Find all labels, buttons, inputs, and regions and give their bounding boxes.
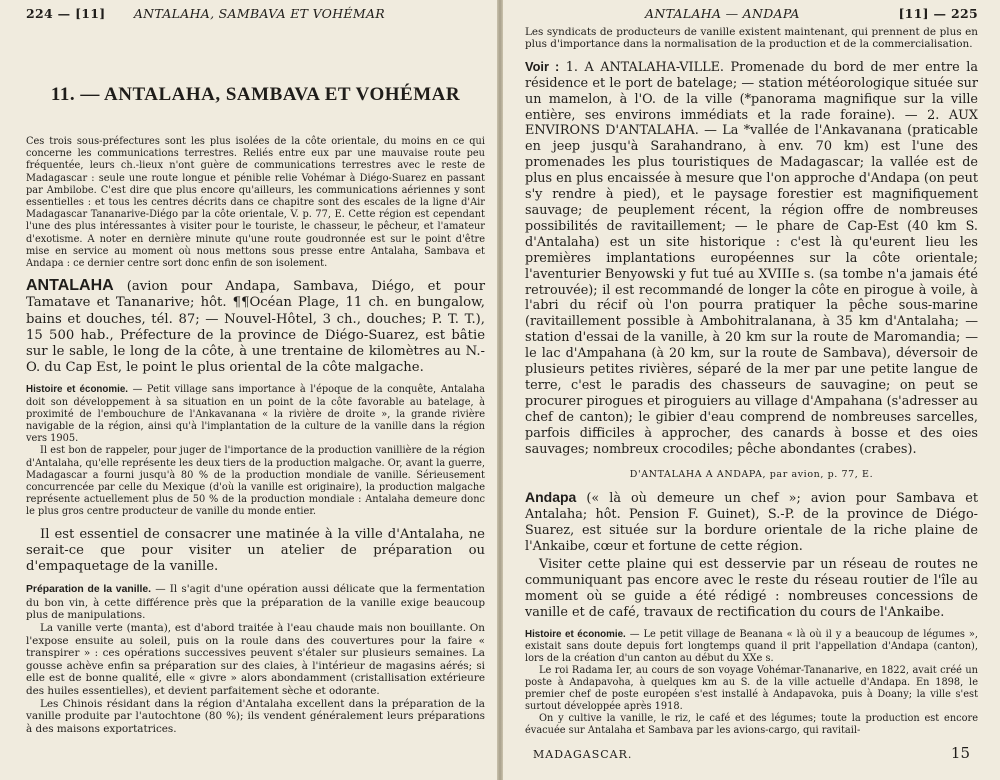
preparation-heading: Préparation de la vanille. [26,584,152,596]
preparation-paragraph [26,583,485,622]
right-running-head [525,6,978,26]
left-header-page-number: 224 — [11] [26,6,106,21]
histoire-paragraph [26,384,485,445]
preparation-text-3: Les Chinois résidant dans la région d'Antalaha excellent dans la préparation de la vanille produite par l'autochtone (80 %); ils vendent généralement leurs préparations à des maisons exportatrices. [26,697,485,735]
andapa-histoire-text-3: On y cultive la vanille, le riz, le café et des légumes; toute la production est encore évacuée sur Antalaha et Sambava par les avions-cargo, qui ravitail- [525,712,978,736]
voir-heading: Voir : [525,58,560,74]
andapa-histoire-text: — Le petit village de Beanana « là où il y a beaucoup de légumes », existait sans doute depuis fort longtemps quand il prit l'appellation d'Andapa (canton), lors de la création d'un canton au début du XXe s. [525,628,978,664]
histoire-heading: Histoire et économie. [26,384,128,396]
signature-number: 15 [950,744,970,762]
voir-paragraph [525,59,978,458]
left-page [0,0,497,780]
preparation-text-2: La vanille verte (manta), est d'abord traitée à l'eau chaude mais non bouillante. On l'expose ensuite au soleil, puis on la roule dans des couvertures pour la faire « transpirer » : ces opérations successives peuvent s'étaler sur plusieurs semaines. La gousse achève enfin sa préparation sur des claies, à l'intérieur de magasins aérés; si elle est de bonne qualité, elle « givre » alors abondamment (cristallisation extérieure des huiles essentielles), et devient parfaitement sèche et odorante. [26,622,485,698]
andapa-paragraph [525,490,978,555]
histoire-text-2: Il est bon de rappeler, pour juger de l'importance de la production vanillière de la région d'Antalaha, qu'elle représente les deux tiers de la production malgache. Or, avant la guerre, Madagascar a fourni jusqu'à 80 % de la production mondiale de vanille. Sérieusement concurrencée par celle du Mexique (d'où la vanille est originaire), la production malgache représente actuellement plus de 50 % de la production mondiale : Antalaha demeure donc le plus gros centre producteur de vanille du monde entier. [26,445,485,518]
route-reference: D'ANTALAHA A ANDAPA, par avion, p. 77, E. [629,469,874,481]
right-page-footer [533,744,970,762]
left-running-head [26,6,485,26]
right-header-title: ANTALAHA — ANDAPA [645,6,800,21]
chapter-intro: Ces trois sous-préfectures sont les plus isolées de la côte orientale, du moins en ce qui concerne les communications terrestres. Reliés entre eux par une mauvaise route peu fréquentée, leurs ch.-lieux n'ont guère de communications terrestres avec le reste de Madagascar : seule une route longue et pénible relie Vohémar à Diégo-Suarez en passant par Ambilobe. C'est dire que plus encore qu'ailleurs, les communications aériennes y sont essentielles : et tous les centres décrits dans ce chapitre sont des escales de la ligne d'Air Madagascar Tananarive-Diégo par la côte orientale, V. p. 77, E. Cette région est cependant l'une des plus intéressantes à visiter pour le touriste, le chasseur, le pêcheur, et l'amateur d'exotisme. A noter en dernière minute qu'une route goudronnée est sur le point d'être mise en service au moment où nous mettons sous presse entre Antalaha, Sambava et Andapa : ce dernier centre sort donc enfin de son isolement. [26,136,485,270]
left-header-title: ANTALAHA, SAMBAVA ET VOHÉMAR [133,6,385,21]
antalaha-description: (avion pour Andapa, Sambava, Diégo, et pour Tamatave et Tananarive; hôt. ¶¶Océan Plage, 11 ch. en bungalow, bains et douches, tél. 87; — Nouvel-Hôtel, 3 ch., douches; P. T. T.), 15 500 hab., Préfecture de la province de Diégo-Suarez, est bâtie sur le sable, le long de la côte, à une trentaine de kilomètres au N.-O. du Cap Est, le point le plus oriental de la côte malgache. [26,279,485,376]
andapa-description: (« là où demeure un chef »; avion pour Sambava et Antalaha; hôt. Pension F. Guinet), S.-P. de la province de Diégo-Suarez, est située sur la bordure orientale de la riche plaine de l'Ankaibe, cœur et fortune de cette région. [525,491,978,555]
voir-text: 1. A ANTALAHA-VILLE. Promenade du bord de mer entre la résidence et le port de batelage; — station météorologique située sur un mamelon, à l'O. de la ville (*panorama magnifique sur la ville entière, ses environs immédiats et la rade foraine). — 2. AUX ENVIRONS D'ANTALAHA. — La *vallée de l'Ankavanana (praticable en jeep jusqu'à Sarahandrano, à env. 70 km) est l'une des promenades les plus touristiques de Madagascar; la vallée est de plus en plus encaissée à mesure que l'on approche d'Andapa (on peut s'y rendre à pied), et le paysage forestier est magnifiquement sauvage; de peuplement récent, la région offre de nombreuses possibilités de ravitaillement; — le phare de Cap-Est (40 km S. d'Antalaha) est un site historique : c'est là qu'eurent lieu les premières implantations européennes sur la côte orientale; l'aventurier Benyowski y fut tué au XVIIIe s. (sa tombe n'a jamais été retrouvée); il est recommandé de longer la côte en pirogue à voile, à l'abri du récif où l'on pourra pratiquer la pêche sous-marine (ravitaillement possible à Ambohitralanana, à 35 km d'Antalaha; — station d'essai de la vanille, à 20 km sur la route de Maromandia; — le lac d'Ampahana (à 20 km, sur la route de Sambava), déversoir de plusieurs petites rivières, séparé de la mer par une petite langue de terre, c'est le paradis des chasseurs de sauvagine; on peut se procurer pirogues et piroguiers au village d'Ampahana (s'adresser au chef de canton); le gibier d'eau comprend de nombreuses sarcelles, parfois difficiles à approcher, des canards à bosse et des oies sauvages; nombreux crocodiles; pêche abondantes (crabes). [525,59,978,457]
signature-mark: MADAGASCAR. [533,748,633,761]
visiter-paragraph: Visiter cette plaine qui est desservie par un réseau de routes ne communiquant pas encore avec le reste du réseau routier de l'île au moment où se guide a été rédigé : nombreuses concessions de vanille et de café, travaux de rectification du cours de l'Ankaibe. [525,557,978,620]
andapa-heading: Andapa [525,489,577,506]
right-page [503,0,1000,780]
syndicats-paragraph: Les syndicats de producteurs de vanille existent maintenant, qui prennent de plus en plus d'importance dans la normalisation de la production et de la commercialisation. [525,26,978,51]
chapter-title: 11. — ANTALAHA, SAMBAVA ET VOHÉMAR [50,84,461,105]
right-header-page-number: [11] — 225 [898,6,978,21]
antalaha-heading: ANTALAHA [26,277,114,295]
andapa-histoire-heading: Histoire et économie. [525,628,626,640]
andapa-histoire-text-2: Le roi Radama Ier, au cours de son voyage Vohémar-Tananarive, en 1822, avait créé un poste à Andapavoha, à quelques km au S. de la ville actuelle d'Andapa. En 1898, le premier chef de poste européen s'est installé à Andapavoka, puis à Doany; la ville s'est surtout développée après 1918. [525,664,978,712]
preparation-text: — Il s'agit d'une opération aussi délicate que la fermentation du bon vin, à cette différence près que la préparation de la vanille exige beaucoup plus de manipulations. [26,583,485,622]
antalaha-paragraph [26,278,485,376]
andapa-histoire-paragraph [525,629,978,665]
histoire-text: — Petit village sans importance à l'époque de la conquête, Antalaha doit son développement à sa situation en un point de la côte favorable au batelage, à proximité de l'embouchure de l'Ankavanana « la rivière de droite », la grande rivière navigable de la région, ainsi qu'à l'implantation de la culture de la vanille dans la région vers 1905. [26,384,485,445]
atelier-paragraph: Il est essentiel de consacrer une matinée à la ville d'Antalaha, ne serait-ce que pour visiter un atelier de préparation ou d'empaquetage de la vanille. [26,526,485,575]
